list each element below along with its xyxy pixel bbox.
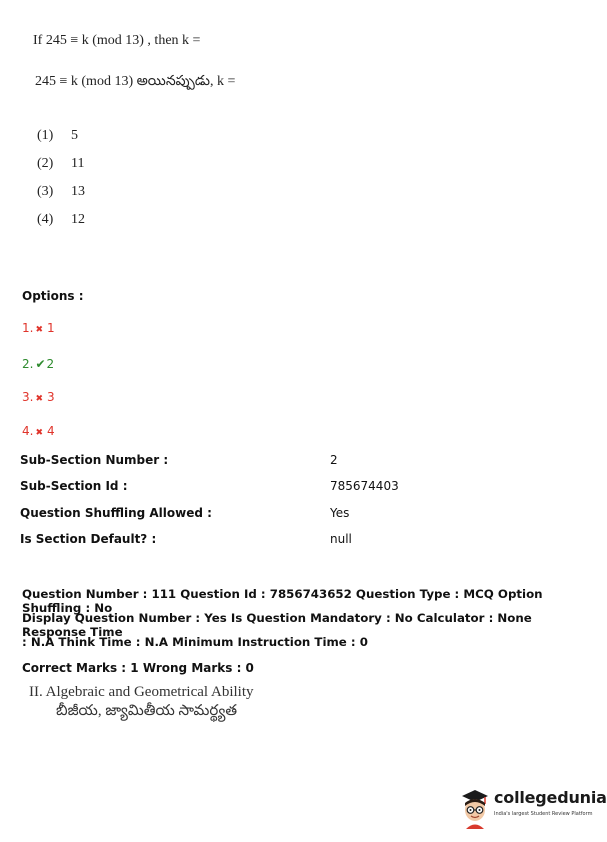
choice-value: 12: [71, 212, 85, 227]
choice-4: [37, 212, 85, 228]
meta-label: Sub-Section Id :: [20, 479, 128, 493]
option-item-1: [22, 321, 55, 335]
choice-value: 13: [71, 184, 85, 199]
meta-label: Question Shuffling Allowed :: [20, 506, 212, 520]
choice-3: [37, 184, 85, 200]
option-value: 3: [47, 390, 55, 404]
mascot-icon: [458, 787, 492, 829]
question-info-line-2: Display Question Number : Yes Is Question Mandatory : No Calculator : None Response Time: [22, 611, 532, 639]
marks-line: Correct Marks : 1 Wrong Marks : 0: [22, 661, 254, 675]
meta-value: 785674403: [330, 479, 399, 493]
option-index: 1.: [22, 321, 34, 335]
option-item-2: [22, 357, 54, 371]
logo-wordmark: collegedunia: [494, 788, 607, 807]
option-index: 3.: [22, 390, 34, 404]
question-info-line-1: Question Number : 111 Question Id : 7856743652 Question Type : MCQ Option Shuffling : No: [22, 587, 543, 615]
meta-label: Sub-Section Number :: [20, 453, 169, 467]
option-value: 2: [46, 357, 55, 371]
question-english: If 245 ≡ k (mod 13) , then k =: [33, 33, 201, 48]
meta-label: Is Section Default? :: [20, 532, 157, 546]
meta-value: null: [330, 532, 352, 546]
cross-icon: ✖: [35, 394, 43, 404]
choice-number: (2): [37, 156, 54, 171]
question-info-line-3: : N.A Think Time : N.A Minimum Instruction Time : 0: [22, 635, 368, 649]
meta-value: 2: [330, 453, 338, 467]
cross-icon: ✖: [35, 325, 43, 335]
section-title-telugu: బీజీయ, జ్యామితీయ సామర్థ్యత: [56, 703, 238, 719]
question-telugu: 245 ≡ k (mod 13) అయినప్పుడు, k =: [35, 74, 236, 89]
option-item-4: [22, 424, 55, 438]
option-value: 1: [47, 321, 55, 335]
options-heading: Options :: [22, 289, 84, 303]
section-title-english: II. Algebraic and Geometrical Ability: [29, 684, 254, 700]
option-index: 2.: [22, 357, 34, 371]
choice-number: (1): [37, 128, 54, 143]
option-item-3: [22, 390, 55, 404]
choice-value: 11: [71, 156, 85, 171]
check-icon: ✔: [35, 357, 46, 371]
meta-value: Yes: [330, 506, 350, 520]
choice-number: (3): [37, 184, 54, 199]
cross-icon: ✖: [35, 428, 43, 438]
collegedunia-logo[interactable]: [458, 785, 607, 830]
choice-1: [37, 128, 78, 144]
choice-2: [37, 156, 84, 172]
choice-value: 5: [71, 128, 78, 143]
choice-number: (4): [37, 212, 54, 227]
option-value: 4: [47, 424, 55, 438]
logo-tagline: India's largest Student Review Platform: [494, 811, 593, 817]
option-index: 4.: [22, 424, 34, 438]
